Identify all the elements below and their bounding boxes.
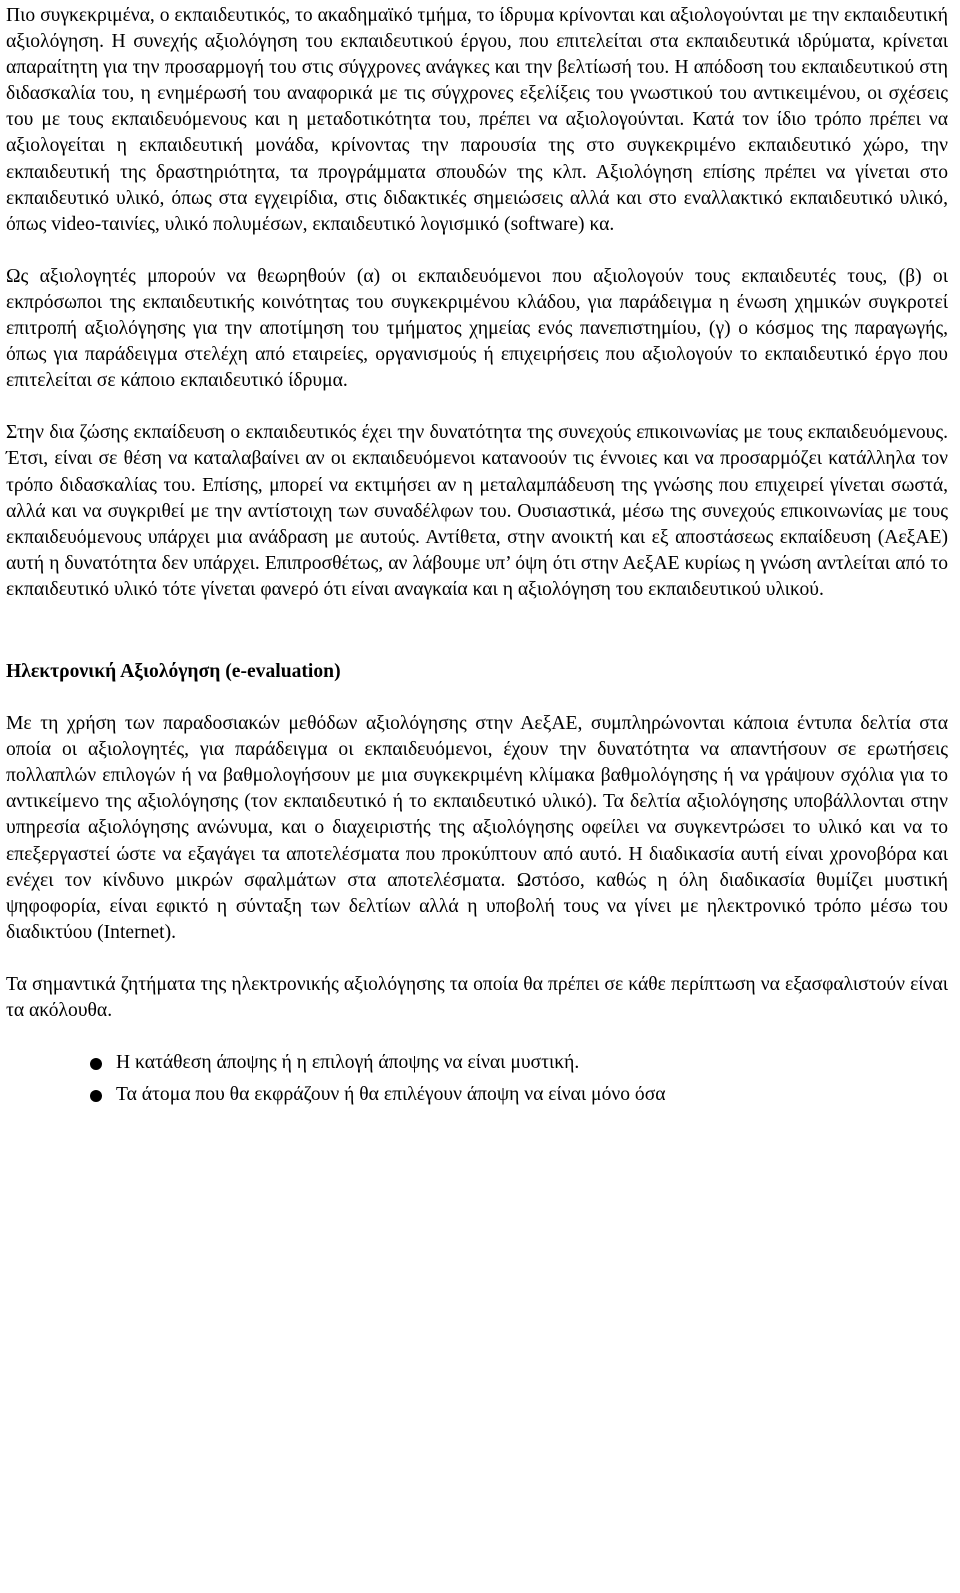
bullet-icon	[90, 1090, 102, 1102]
spacer	[6, 603, 948, 659]
list-item	[6, 1050, 948, 1076]
bullet-icon	[90, 1058, 102, 1070]
paragraph-face-to-face: Στην δια ζώσης εκπαίδευση ο εκπαιδευτικός έχει την δυνατότητα της συνεχούς επικοινωνίας με τους εκπαιδευόμενους. Έτσι, είναι σε θέση να καταλαβαίνει αν οι εκπαιδευόμενοι κατανοούν τις έννοιες και να προσαρμόζει κατάλληλα τον τρόπο διδασκαλίας του. Επίσης, μπορεί να εκτιμήσει αν η μεταλαμπάδευση της γνώσης που επιχειρεί γίνεται σωστά, αλλά και να συγκριθεί με την αντίστοιχη των συναδέλφων του. Ουσιαστικά, μέσω της συνεχούς επικοινωνίας με τους εκπαιδευόμενους υπάρχει μια ανάδραση με αυτούς. Αντίθετα, στην ανοικτή και εξ αποστάσεως εκπαίδευση (ΑεξΑΕ) αυτή η δυνατότητα δεν υπάρχει. Επιπροσθέτως, αν λάβουμε υπ’ όψη ότι στην ΑεξΑΕ κυρίως η γνώση αντλείται από το εκπαιδευτικό υλικό τότε γίνεται φανερό ότι είναι αναγκαία και η αξιολόγηση του εκπαιδευτικού υλικού.	[6, 422, 948, 600]
paragraph-traditional-methods: Με τη χρήση των παραδοσιακών μεθόδων αξιολόγησης στην ΑεξΑΕ, συμπληρώνονται κάποια έντυπα δελτία στα οποία οι αξιολογητές, για παράδειγμα οι εκπαιδευόμενοι, έχουν την δυνατότητα να απαντήσουν σε ερωτήσεις πολλαπλών επιλογών ή να βαθμολογήσουν με μια συγκεκριμένη κλίμακα βαθμολόγησης ή να γράψουν σχόλια για το αντικείμενο της αξιολόγησης (τον εκπαιδευτικό ή το εκπαιδευτικό υλικό). Τα δελτία αξιολόγησης υποβάλλονται στην υπηρεσία αξιολόγησης ανώνυμα, και ο διαχειριστής της αξιολόγησης οφείλει να συγκεντρώσει το υλικό και να το επεξεργαστεί ώστε να εξαγάγει τα αποτελέσματα που προκύπτουν από αυτό. Η διαδικασία αυτή είναι χρονοβόρα και ενέχει τον κίνδυνο μικρών σφαλμάτων στα αποτελέσματα. Ωστόσο, καθώς η όλη διαδικασία θυμίζει μυστική ψηφοφορία, είναι εφικτό η σύνταξη των δελτίων αλλά η υποβολή τους να γίνει με ηλεκτρονικό τρόπο μέσω του διαδικτύου (Internet).	[6, 713, 948, 943]
list-item-text: Τα άτομα που θα εκφράζουν ή θα επιλέγουν άποψη να είναι μόνο όσα	[116, 1084, 666, 1106]
document-page	[6, 0, 948, 1114]
paragraph-important-issues: Τα σημαντικά ζητήματα της ηλεκτρονικής αξιολόγησης τα οποία θα πρέπει σε κάθε περίπτωση να εξασφαλιστούν είναι τα ακόλουθα.	[6, 973, 948, 1021]
paragraph-evaluators: Ως αξιολογητές μπορούν να θεωρηθούν (α) οι εκπαιδευόμενοι που αξιολογούν τους εκπαιδευτές τους, (β) οι εκπρόσωποι της εκπαιδευτικής κοινότητας του συγκεκριμένου κλάδου, για παράδειγμα η ένωση χημικών συγκροτεί επιτροπή αξιολόγησης για την αποτίμηση του τμήματος χημείας ενός πανεπιστημίου, (γ) ο κόσμος της παραγωγής, όπως για παράδειγμα στελέχη από εταιρείες, οργανισμούς ή επιχειρήσεις που αξιολογούν το εκπαιδευτικό έργο που επιτελείται σε κάποιο εκπαιδευτικό ίδρυμα.	[6, 265, 948, 392]
list-item-text: Η κατάθεση άποψης ή η επιλογή άποψης να είναι μυστική.	[116, 1052, 580, 1074]
spacer	[6, 238, 948, 264]
spacer	[6, 1024, 948, 1050]
spacer	[6, 946, 948, 972]
list-item	[6, 1082, 948, 1108]
spacer	[6, 394, 948, 420]
section-heading: Ηλεκτρονική Αξιολόγηση (e-evaluation)	[6, 660, 341, 682]
spacer	[6, 685, 948, 711]
requirements-list	[6, 1050, 948, 1108]
paragraph-evaluation-scope: Πιο συγκεκριμένα, ο εκπαιδευτικός, το ακαδημαϊκό τμήμα, το ίδρυμα κρίνονται και αξιολογούνται με την εκπαιδευτική αξιολόγηση. Η συνεχής αξιολόγηση του εκπαιδευτικού έργου, που επιτελείται στα εκπαιδευτικά ιδρύματα, κρίνεται απαραίτητη για την προσαρμογή του στις σύγχρονες ανάγκες και την βελτίωσή του. Η απόδοση του εκπαιδευτικού στη διδασκαλία του, η ενημέρωσή του αναφορικά με τις σύγχρονες εξελίξεις του γνωστικού του αντικειμένου, οι σχέσεις του με τους εκπαιδευόμενους και η μεταδοτικότητα του, πρέπει να αξιολογούνται. Κατά τον ίδιο τρόπο πρέπει να αξιολογείται η εκπαιδευτική μονάδα, κρίνοντας την παρουσία της στο συγκεκριμένο εκπαιδευτικό χώρο, την εκπαιδευτική της δραστηριότητα, τα προγράμματα σπουδών της κλπ. Αξιολόγηση επίσης πρέπει να γίνεται στο εκπαιδευτικό υλικό, όπως στα εγχειρίδια, στις διδακτικές σημειώσεις αλλά και στο εναλλακτικό εκπαιδευτικό υλικό, όπως video-ταινίες, υλικό πολυμέσων, εκπαιδευτικό λογισμικό (software) κα.	[6, 5, 948, 235]
